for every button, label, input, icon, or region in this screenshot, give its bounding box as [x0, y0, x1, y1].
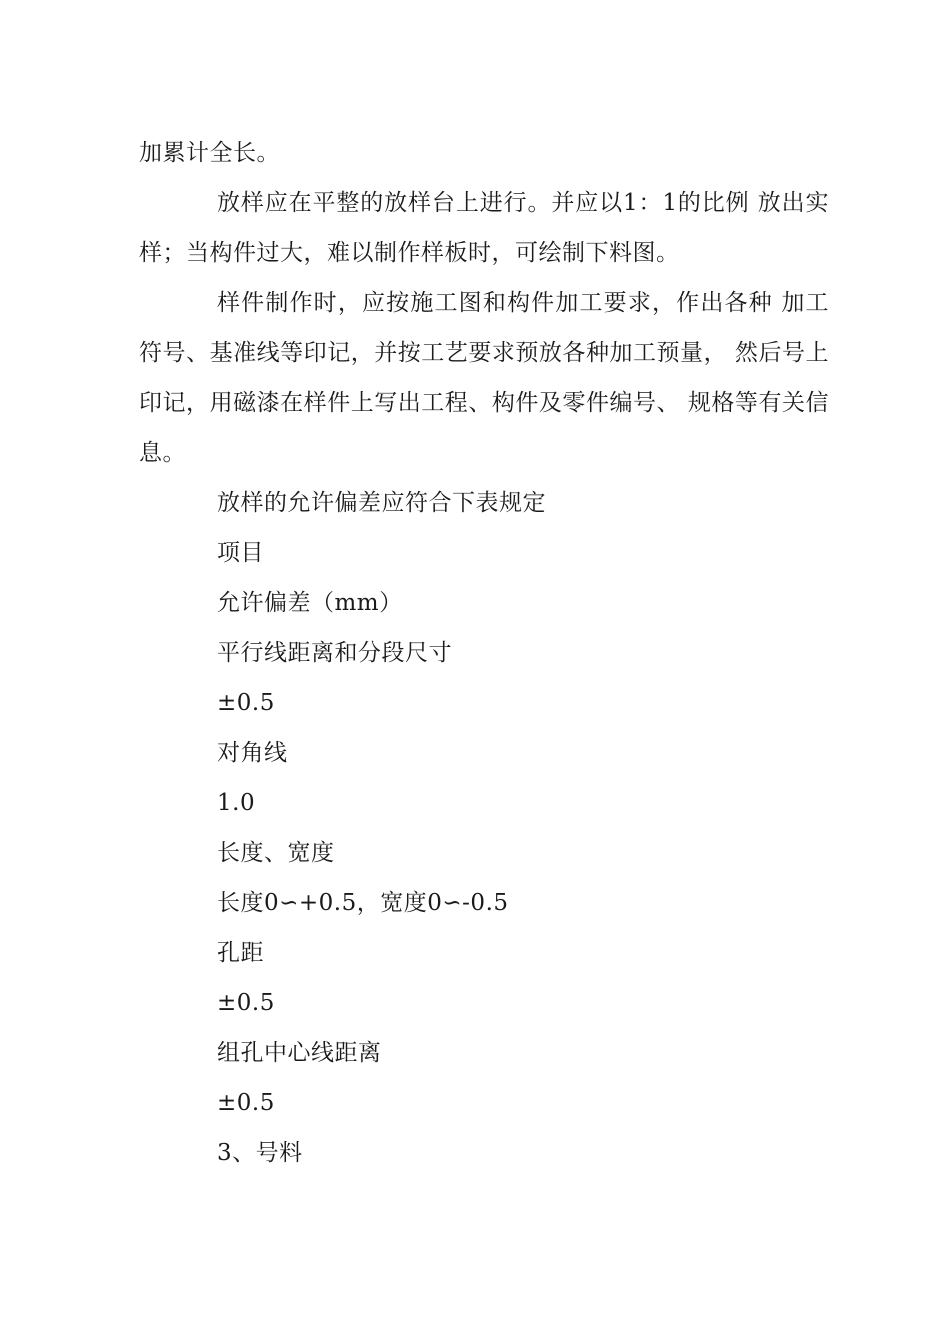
table-row-tolerance: 长度0∽+0.5，宽度0∽-0.5	[217, 890, 509, 916]
paragraph-layout-method: 放样应在平整的放样台上进行。并应以1：1的比例 放出实样；当构件过大，难以制作样板时，可绘制下料图。	[139, 190, 829, 266]
paragraph-continuation: 加累计全长。	[139, 140, 280, 166]
table-row-item: 平行线距离和分段尺寸	[217, 640, 452, 666]
table-row-tolerance: ±0.5	[217, 990, 275, 1016]
table-intro: 放样的允许偏差应符合下表规定	[217, 490, 546, 516]
table-row-item: 长度、宽度	[217, 840, 335, 866]
table-row-tolerance: 1.0	[217, 790, 256, 816]
table-row-item: 对角线	[217, 740, 288, 766]
table-row-tolerance: ±0.5	[217, 690, 275, 716]
paragraph-sample-making: 样件制作时，应按施工图和构件加工要求，作出各种 加工符号、基准线等印记，并按工艺要求预放各种加工预量， 然后号上印记，用磁漆在样件上写出工程、构件及零件编号、 规格等有关信息。	[139, 290, 829, 466]
table-row-item: 孔距	[217, 940, 264, 966]
table-header-tolerance: 允许偏差（mm）	[217, 590, 403, 616]
section-heading: 3、号料	[217, 1140, 303, 1166]
table-row-tolerance: ±0.5	[217, 1090, 275, 1116]
table-header-item: 项目	[217, 540, 264, 566]
table-row-item: 组孔中心线距离	[217, 1040, 382, 1066]
